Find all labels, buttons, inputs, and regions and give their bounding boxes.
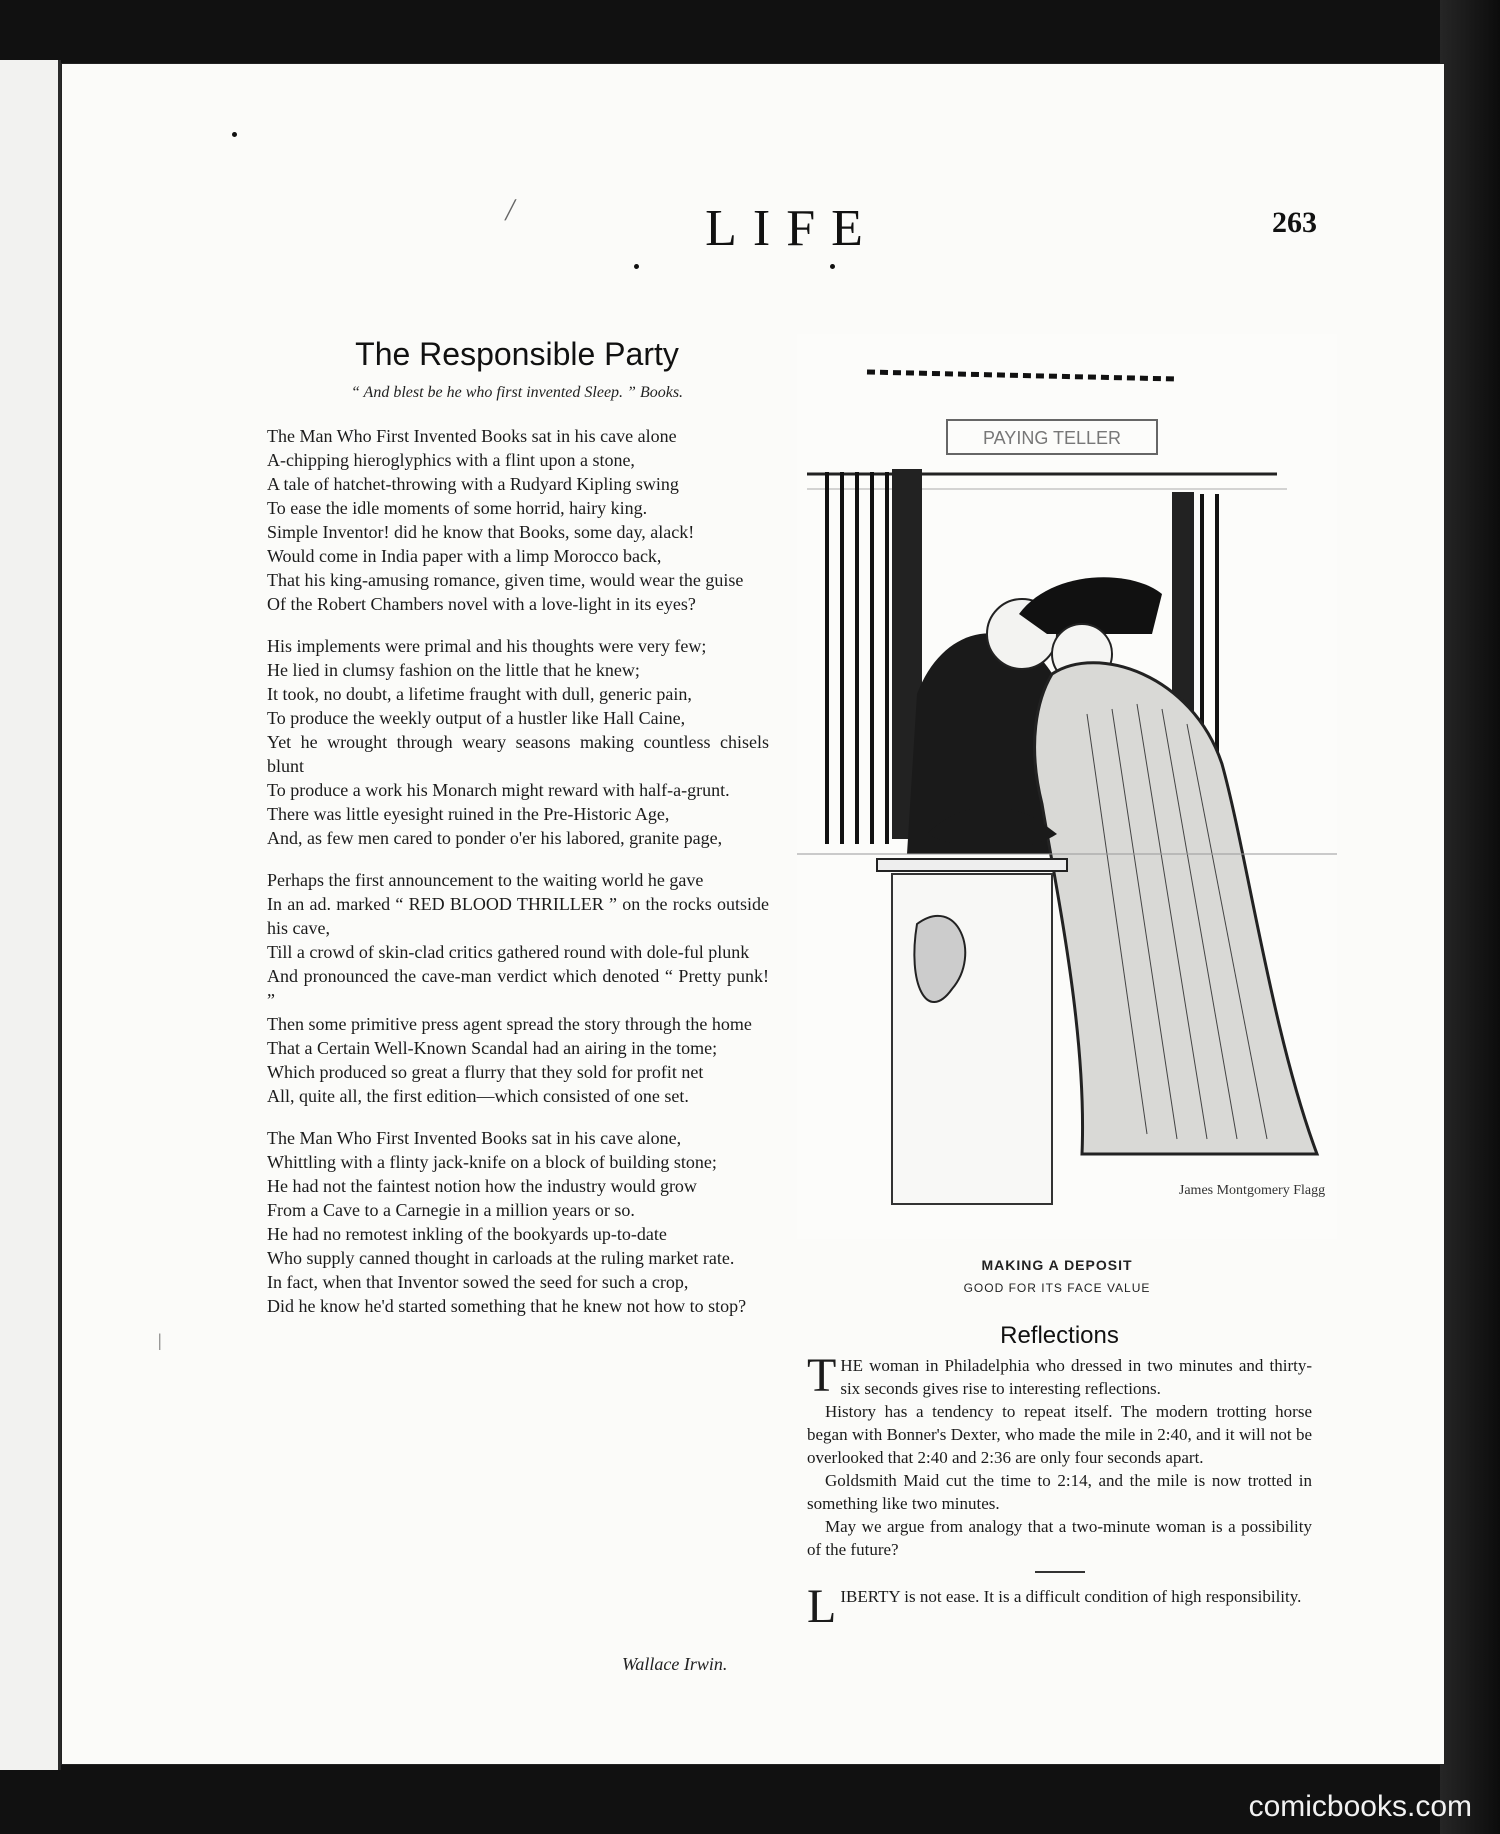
bank-teller-illustration — [797, 334, 1337, 1239]
poem-line: He had no remotest inkling of the bookyards up-to-date — [267, 1224, 667, 1244]
poem-line: It took, no doubt, a lifetime fraught with dull, generic pain, — [267, 684, 692, 704]
liberty-paragraph — [807, 1580, 1312, 1633]
poem-epigraph-text: “ And blest be he who first invented Sleep. ” Books. — [350, 384, 684, 401]
dropcap-t: T — [807, 1349, 837, 1402]
poem-line: Then some primitive press agent spread the story through the home — [267, 1014, 752, 1034]
illustration-caption — [912, 1257, 1202, 1295]
dropcap-l: L — [807, 1580, 837, 1633]
poem-line: To produce a work his Monarch might reward with half-a-grunt. — [267, 780, 730, 800]
poem-line: Till a crowd of skin-clad critics gathered round with dole-ful plunk — [267, 942, 750, 962]
counter-front — [892, 874, 1052, 1204]
reflections-paragraph: History has a tendency to repeat itself. The modern trotting horse began with Bonner's Dexter, who made the mile in 2:40, and it will not be overlooked that 2:40 and 2:36 are only four seconds apart. — [807, 1402, 1312, 1467]
poem-stanza-2 — [267, 634, 769, 850]
poem-line: And, as few men cared to ponder o'er his labored, granite page, — [267, 828, 723, 848]
right-shadow — [1440, 0, 1500, 1834]
poem-line: Yet he wrought through weary seasons making countless chisels blunt — [267, 732, 769, 776]
poem-line: Did he know he'd started something that he knew not how to stop? — [267, 1296, 747, 1316]
print-speck — [634, 264, 639, 269]
poem-line: In fact, when that Inventor sowed the seed for such a crop, — [267, 1272, 689, 1292]
site-watermark: comicbooks.com — [1248, 1790, 1472, 1823]
poem-line: Of the Robert Chambers novel with a love-light in its eyes? — [267, 594, 696, 614]
poem-epigraph — [267, 384, 767, 402]
reflections-article — [807, 1349, 1312, 1633]
poem-line: He had not the faintest notion how the industry would grow — [267, 1176, 697, 1196]
poem-stanza-1 — [267, 424, 769, 616]
print-speck — [232, 132, 237, 137]
poem-line: Perhaps the first announcement to the waiting world he gave — [267, 870, 704, 890]
poem-line: To produce the weekly output of a hustler like Hall Caine, — [267, 708, 686, 728]
print-scratch: ╱ — [505, 200, 516, 220]
print-mark: | — [158, 1330, 162, 1350]
poem-line: And pronounced the cave-man verdict which denoted “ Pretty punk! ” — [267, 966, 769, 1010]
poem-line: Who supply canned thought in carloads at the ruling market rate. — [267, 1248, 735, 1268]
poem-line: Which produced so great a flurry that they sold for profit net — [267, 1062, 704, 1082]
poem-line: Would come in India paper with a limp Morocco back, — [267, 546, 662, 566]
poem-line: The Man Who First Invented Books sat in his cave alone, — [267, 1128, 682, 1148]
poem-line: His implements were primal and his thoughts were very few; — [267, 636, 707, 656]
reflections-paragraph-text: HE woman in Philadelphia who dressed in two minutes and thirty-six seconds gives rise to interesting reflections. — [840, 1356, 1312, 1398]
poem-body — [267, 424, 769, 1336]
caption-subtitle: GOOD FOR ITS FACE VALUE — [963, 1281, 1151, 1295]
poem-author: Wallace Irwin. — [622, 1654, 728, 1674]
left-page-edge — [0, 60, 61, 1770]
reflections-paragraph: Goldsmith Maid cut the time to 2:14, and the mile is now trotted in something like two minutes. — [807, 1471, 1312, 1513]
poem-stanza-4 — [267, 1126, 769, 1318]
poem-line: The Man Who First Invented Books sat in his cave alone — [267, 426, 677, 446]
poem-line: That his king-amusing romance, given time, would wear the guise — [267, 570, 744, 590]
page-number: 263 — [1272, 206, 1317, 239]
liberty-paragraph-text: IBERTY is not ease. It is a difficult condition of high responsibility. — [840, 1587, 1302, 1606]
poem-line: A-chipping hieroglyphics with a flint upon a stone, — [267, 450, 635, 470]
poem-line: Whittling with a flinty jack-knife on a block of building stone; — [267, 1152, 717, 1172]
poem-line: In an ad. marked “ RED BLOOD THRILLER ” on the rocks outside his cave, — [267, 894, 769, 938]
poem-line: To ease the idle moments of some horrid, hairy king. — [267, 498, 648, 518]
reflections-paragraph: May we argue from analogy that a two-minute woman is a possibility of the future? — [807, 1517, 1312, 1559]
poem-line: There was little eyesight ruined in the Pre-Historic Age, — [267, 804, 670, 824]
masthead-title: LIFE — [705, 200, 879, 257]
poem-line: He lied in clumsy fashion on the little that he knew; — [267, 660, 640, 680]
print-speck — [830, 264, 835, 269]
caption-title: MAKING A DEPOSIT — [981, 1257, 1133, 1273]
magazine-page — [62, 64, 1444, 1764]
section-divider — [1035, 1571, 1085, 1573]
poem-line: Simple Inventor! did he know that Books, some day, alack! — [267, 522, 695, 542]
reflections-paragraph — [807, 1349, 1312, 1402]
poem-line: A tale of hatchet-throwing with a Rudyard Kipling swing — [267, 474, 679, 494]
poem-line: All, quite all, the first edition—which consisted of one set. — [267, 1086, 689, 1106]
poem-stanza-3 — [267, 868, 769, 1108]
poem-line: From a Cave to a Carnegie in a million years or so. — [267, 1200, 635, 1220]
teller-sign-text: PAYING TELLER — [982, 428, 1122, 448]
reflections-title: Reflections — [1000, 1322, 1119, 1349]
poem-line: That a Certain Well-Known Scandal had an airing in the tome; — [267, 1038, 718, 1058]
artist-signature: James Montgomery Flagg — [1178, 1183, 1326, 1198]
poem-title: The Responsible Party — [355, 336, 679, 372]
counter-top — [877, 859, 1067, 871]
